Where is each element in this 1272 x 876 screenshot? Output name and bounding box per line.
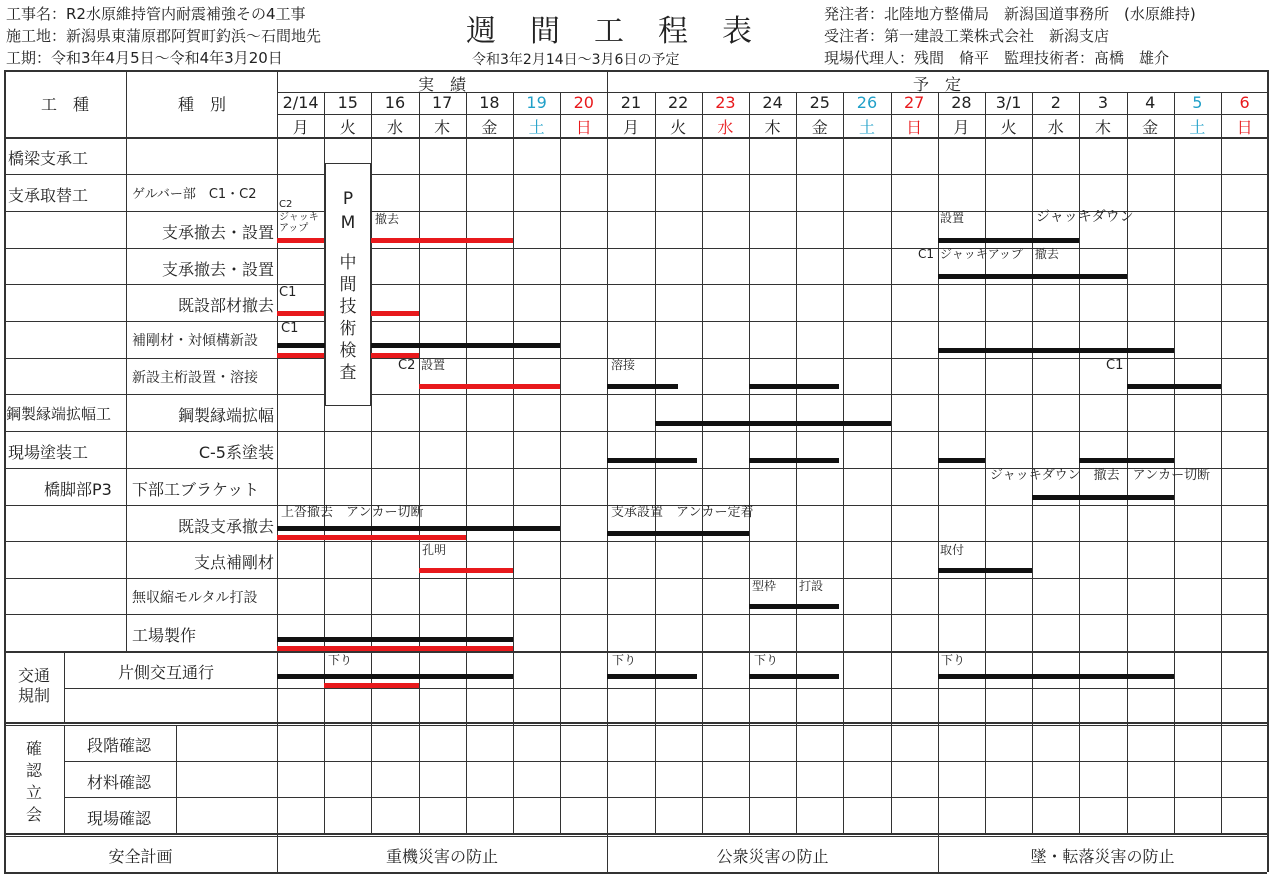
day-date: 24 xyxy=(762,93,783,112)
grid-line xyxy=(4,70,6,872)
grid-line xyxy=(4,725,1267,726)
grid-line xyxy=(371,92,372,833)
safety-period: 公衆災害の防止 xyxy=(716,847,829,866)
grid-line xyxy=(4,358,1267,359)
day-of-week: 月 xyxy=(953,118,970,137)
day-date: 26 xyxy=(856,93,878,112)
grid-line xyxy=(4,541,1267,542)
planned-bar xyxy=(277,674,513,679)
day-of-week: 月 xyxy=(292,118,309,137)
day-date: 28 xyxy=(951,93,972,112)
planned-bar xyxy=(277,526,560,531)
planned-bar xyxy=(749,458,839,463)
safety-period: 墜・転落災害の防止 xyxy=(1030,847,1175,866)
annotation: ジャッキアップ 撤去 xyxy=(940,247,1059,261)
planned-bar xyxy=(938,458,985,463)
day-date: 2/14 xyxy=(282,93,319,112)
day-date: 3/1 xyxy=(995,93,1022,112)
confirm-item: 材料確認 xyxy=(87,773,152,792)
col-header-category: 工 種 xyxy=(40,95,89,114)
pm-char: 検 xyxy=(339,341,357,361)
pm-char: 間 xyxy=(339,275,357,295)
pm-char: 中 xyxy=(339,253,357,273)
project-name: 工事名：R2水原維持管内耐震補強その4工事 xyxy=(6,5,306,23)
day-date: 27 xyxy=(904,93,925,112)
grid-line xyxy=(1079,92,1080,833)
grid-line xyxy=(4,284,1267,285)
day-date: 22 xyxy=(668,93,689,112)
row-item: 工場製作 xyxy=(132,626,197,645)
grid-line xyxy=(64,761,1267,762)
annotation: 溶接 xyxy=(611,358,636,372)
actual-bar xyxy=(324,683,418,688)
safety-label: 安全計画 xyxy=(108,847,173,866)
planned-bar xyxy=(607,384,678,389)
grid-line xyxy=(64,688,1267,689)
row-item: 既設支承撤去 xyxy=(177,517,274,536)
actual-header: 実 績 xyxy=(417,75,466,94)
day-of-week: 火 xyxy=(339,118,356,137)
day-date: 21 xyxy=(620,93,642,112)
grid-line xyxy=(1267,70,1269,872)
day-of-week: 日 xyxy=(575,118,592,137)
day-of-week: 土 xyxy=(1189,118,1206,137)
day-of-week: 日 xyxy=(1236,118,1253,137)
annotation: C1 xyxy=(1106,358,1124,373)
day-of-week: 木 xyxy=(434,118,451,137)
annotation: C1 xyxy=(918,247,935,261)
construction-period: 工期：令和3年4月5日〜令和4年3月20日 xyxy=(6,49,283,67)
grid-line xyxy=(796,92,797,833)
grid-line xyxy=(4,836,1267,837)
day-of-week: 土 xyxy=(858,118,875,137)
planned-bar xyxy=(607,531,749,536)
grid-line xyxy=(4,722,1267,724)
grid-line xyxy=(513,92,514,833)
pm-char: 術 xyxy=(339,319,357,339)
agent-info: 現場代理人：残間 脩平 監理技術者：髙橋 雄介 xyxy=(824,49,1170,67)
annotation: C2 xyxy=(398,358,416,373)
day-of-week: 金 xyxy=(481,118,498,137)
day-of-week: 土 xyxy=(528,118,545,137)
row-category: 橋脚部P3 xyxy=(44,480,112,499)
planned-bar xyxy=(277,343,560,348)
day-of-week: 月 xyxy=(622,118,639,137)
planned-header: 予 定 xyxy=(912,75,961,94)
row-item: 支承撤去・設置 xyxy=(161,223,274,242)
grid-line xyxy=(4,174,1267,175)
row-item: 無収縮モルタル打設 xyxy=(132,590,258,606)
day-date: 15 xyxy=(337,93,358,112)
row-category: 鋼製縁端拡幅工 xyxy=(6,405,112,423)
grid-line xyxy=(985,92,986,833)
row-item: 既設部材撤去 xyxy=(177,296,274,315)
actual-bar xyxy=(371,353,418,358)
grid-line xyxy=(843,92,844,833)
day-date: 25 xyxy=(809,93,830,112)
day-of-week: 木 xyxy=(764,118,781,137)
planned-bar xyxy=(938,348,1174,353)
contractor-info: 受注者：第一建設工業株式会社 新潟支店 xyxy=(824,27,1110,45)
day-date: 6 xyxy=(1239,93,1250,112)
safety-period: 重機災害の防止 xyxy=(385,847,498,866)
annotation: 打設 xyxy=(799,579,824,593)
annotation: 設置 xyxy=(421,358,446,372)
col-header-item: 種 別 xyxy=(177,95,226,114)
day-of-week: 水 xyxy=(717,118,734,137)
grid-line xyxy=(891,92,892,833)
row-category: 橋梁支承工 xyxy=(8,149,89,168)
grid-line xyxy=(466,92,467,833)
planned-bar xyxy=(1127,384,1221,389)
row-category: 支承取替工 xyxy=(8,186,89,205)
confirm-item: 段階確認 xyxy=(87,736,152,755)
annotation: 下り xyxy=(328,653,353,667)
pm-char: P xyxy=(342,189,354,209)
day-of-week: 水 xyxy=(386,118,403,137)
row-item: 補剛材・対傾構新設 xyxy=(132,333,258,349)
construction-site: 施工地：新潟県東蒲原郡阿賀町釣浜〜石間地先 xyxy=(6,27,322,45)
page-title: 週間工程表 xyxy=(466,14,786,49)
grid-line xyxy=(655,92,656,833)
actual-bar xyxy=(371,238,513,243)
row-item: C-5系塗装 xyxy=(198,443,274,462)
grid-line xyxy=(560,92,561,833)
actual-bar xyxy=(419,384,561,389)
grid-line xyxy=(419,92,420,833)
day-of-week: 金 xyxy=(811,118,828,137)
planned-bar xyxy=(655,421,891,426)
planned-bar xyxy=(749,384,839,389)
schedule-range: 令和3年2月14日〜3月6日の予定 xyxy=(472,52,680,68)
actual-bar xyxy=(419,568,513,573)
annotation: 型枠 xyxy=(752,579,777,593)
grid-line xyxy=(4,394,1267,395)
annotation: アップ xyxy=(279,223,309,234)
planned-bar xyxy=(749,604,839,609)
annotation: 支承設置 アンカー定着 xyxy=(611,505,754,520)
grid-line xyxy=(607,70,608,872)
pm-char: M xyxy=(340,213,356,233)
planned-bar xyxy=(1032,495,1174,500)
annotation: 下り xyxy=(754,653,779,667)
pm-char: 査 xyxy=(339,363,357,383)
actual-bar xyxy=(277,311,324,316)
actual-bar xyxy=(277,646,513,651)
annotation: C1 xyxy=(279,285,297,300)
actual-bar xyxy=(277,238,324,243)
day-date: 23 xyxy=(715,93,736,112)
pm-inspection-box xyxy=(325,163,371,406)
annotation: 孔明 xyxy=(422,543,447,557)
grid-line xyxy=(126,70,127,651)
annotation: 撤去 xyxy=(375,212,400,226)
day-date: 17 xyxy=(432,93,453,112)
actual-bar xyxy=(277,535,466,540)
grid-line xyxy=(4,614,1267,615)
actual-bar xyxy=(371,311,418,316)
planned-bar xyxy=(607,674,697,679)
day-date: 19 xyxy=(526,93,547,112)
planned-bar xyxy=(749,674,839,679)
confirm-item: 現場確認 xyxy=(87,809,152,828)
day-date: 4 xyxy=(1145,93,1156,112)
grid-line xyxy=(1174,92,1175,833)
day-date: 16 xyxy=(384,93,406,112)
row-item: 下部工ブラケット xyxy=(132,480,260,499)
client-info: 発注者：北陸地方整備局 新潟国道事務所 (水原維持) xyxy=(824,5,1196,23)
planned-bar xyxy=(938,238,1080,243)
grid-line xyxy=(1032,92,1033,833)
annotation: ジャッキ xyxy=(279,212,319,223)
annotation: 上沓撤去 アンカー切断 xyxy=(281,505,424,520)
day-date: 2 xyxy=(1050,93,1061,112)
traffic-label: 交通 規制 xyxy=(18,666,51,705)
annotation: C1 xyxy=(281,321,299,336)
grid-line xyxy=(749,92,750,833)
grid-line xyxy=(4,833,1267,835)
planned-bar xyxy=(938,568,1032,573)
grid-line xyxy=(1221,92,1222,833)
grid-line xyxy=(64,797,1267,798)
day-date: 20 xyxy=(573,93,594,112)
grid-line xyxy=(938,92,939,833)
row-item: ゲルバー部 C1・C2 xyxy=(132,187,257,202)
day-of-week: 火 xyxy=(670,118,687,137)
day-date: 18 xyxy=(479,93,500,112)
planned-bar xyxy=(277,637,513,642)
day-of-week: 日 xyxy=(906,118,923,137)
planned-bar xyxy=(938,674,1174,679)
row-item: 鋼製縁端拡幅 xyxy=(177,406,274,425)
grid-line xyxy=(64,725,65,833)
day-of-week: 金 xyxy=(1142,118,1159,137)
planned-bar xyxy=(1079,458,1173,463)
row-item: 新設主桁設置・溶接 xyxy=(132,370,258,386)
traffic-item: 片側交互通行 xyxy=(118,663,215,682)
grid-line xyxy=(277,70,278,833)
grid-line xyxy=(176,725,177,833)
actual-bar xyxy=(277,353,324,358)
planned-bar xyxy=(607,458,697,463)
grid-line xyxy=(4,321,1267,322)
day-date: 5 xyxy=(1192,93,1203,112)
grid-line xyxy=(1127,92,1128,833)
row-item: 支点補剛材 xyxy=(193,553,274,572)
pm-char: 技 xyxy=(339,297,357,317)
grid-line xyxy=(702,92,703,833)
day-date: 3 xyxy=(1097,93,1109,112)
confirm-label: 確認立会 xyxy=(26,739,43,824)
day-of-week: 木 xyxy=(1094,118,1111,137)
annotation: ジャッキダウン 撤去 アンカー切断 xyxy=(990,468,1211,483)
annotation: 取付 xyxy=(940,543,965,557)
row-category: 現場塗装工 xyxy=(8,443,89,462)
grid-line xyxy=(4,248,1267,249)
annotation: ジャッキダウン xyxy=(1036,209,1134,225)
day-of-week: 火 xyxy=(1000,118,1017,137)
grid-line xyxy=(4,578,1267,579)
row-item: 支承撤去・設置 xyxy=(161,260,274,279)
grid-line xyxy=(4,872,1267,874)
grid-line xyxy=(64,651,65,722)
planned-bar xyxy=(938,274,1127,279)
annotation: C2 xyxy=(279,199,293,210)
day-of-week: 水 xyxy=(1047,118,1064,137)
annotation: 下り xyxy=(612,653,637,667)
annotation: 設置 xyxy=(940,211,965,225)
grid-line xyxy=(4,431,1267,432)
annotation: 下り xyxy=(941,653,966,667)
